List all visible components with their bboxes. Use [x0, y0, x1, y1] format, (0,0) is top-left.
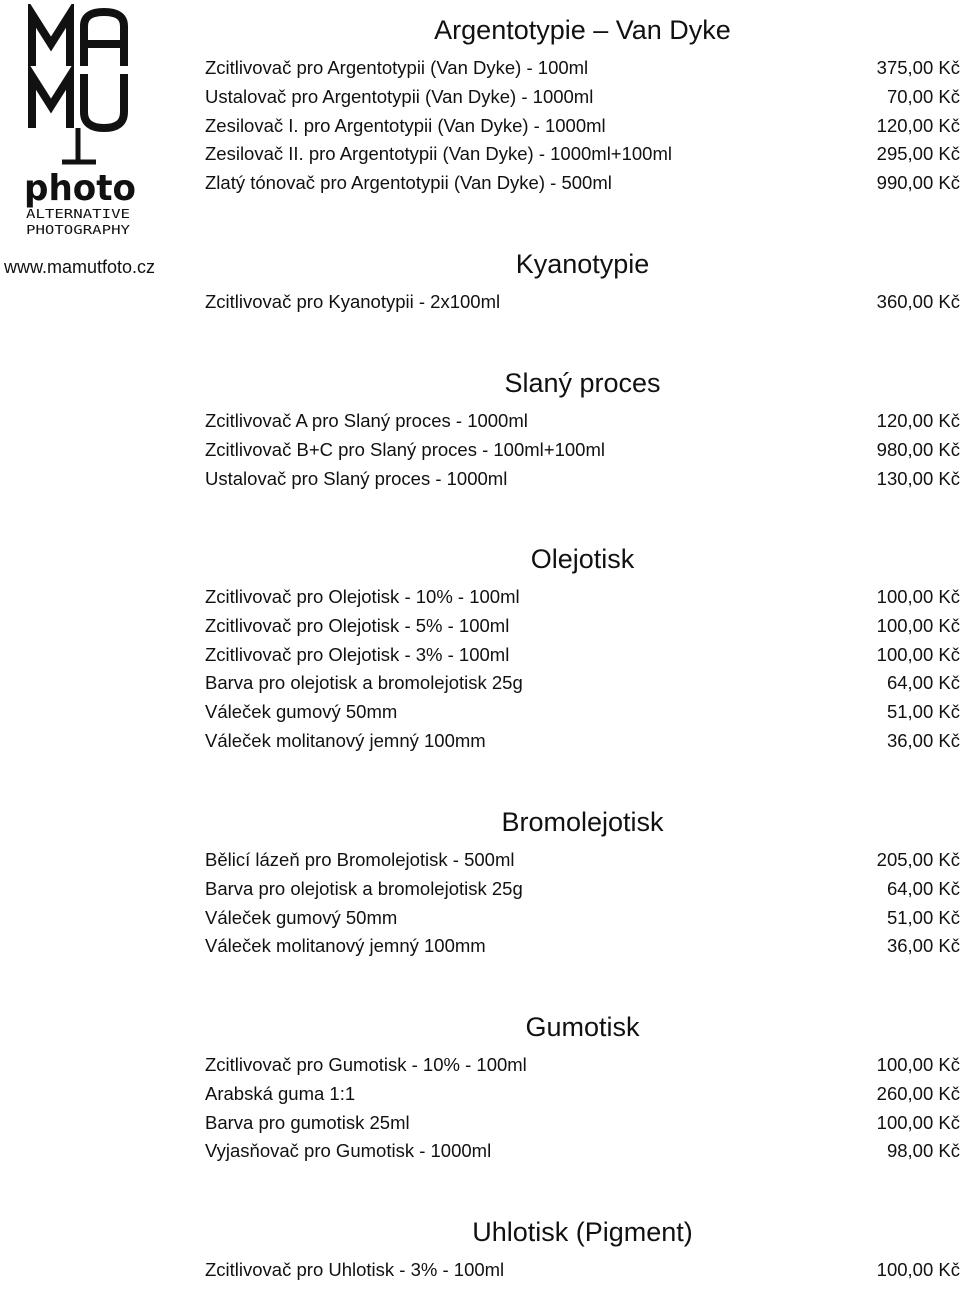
price-row	[205, 83, 960, 112]
item-name: Zcitlivovač pro Olejotisk - 10% - 100ml	[205, 586, 520, 607]
item-name: Zesilovač II. pro Argentotypii (Van Dyke) - 1000ml+100ml	[205, 143, 672, 165]
price-row	[205, 1080, 960, 1109]
logo-letter-m-bottom	[32, 76, 70, 128]
item-name: Zcitlivovač pro Uhlotisk - 3% - 100ml	[205, 1259, 505, 1280]
section-gumotisk	[205, 1011, 960, 1166]
price-row	[205, 583, 960, 612]
price-row	[205, 932, 960, 961]
item-price: 130,00 Kč	[876, 467, 960, 489]
price-row	[205, 436, 960, 465]
item-name: Zlatý tónovač pro Argentotypii (Van Dyke) - 500ml	[205, 172, 612, 194]
price-row	[205, 612, 960, 641]
item-price: 100,00 Kč	[876, 586, 960, 607]
section-title: Argentotypie – Van Dyke	[434, 15, 731, 45]
logo-letter-m-top	[32, 14, 70, 66]
logo-stem	[62, 128, 96, 162]
item-price: 100,00 Kč	[876, 643, 960, 665]
item-price: 70,00 Kč	[886, 85, 960, 107]
item-name: Zcitlivovač pro Argentotypii (Van Dyke) - 100ml	[205, 57, 589, 78]
section-title: Slaný proces	[504, 368, 661, 398]
item-price: 120,00 Kč	[876, 114, 960, 136]
logo-letter-u	[84, 74, 124, 128]
item-name: Vyjasňovač pro Gumotisk - 1000ml	[205, 1140, 492, 1162]
price-row	[205, 846, 960, 875]
price-row	[205, 112, 960, 141]
price-row	[205, 641, 960, 670]
section-uhlotisk	[205, 1216, 960, 1285]
item-price: 375,00 Kč	[876, 57, 960, 78]
item-name: Zesilovač I. pro Argentotypii (Van Dyke) - 1000ml	[205, 114, 606, 136]
price-row	[205, 407, 960, 436]
item-price: 36,00 Kč	[886, 729, 960, 751]
item-price: 100,00 Kč	[876, 614, 960, 636]
item-name: Bělicí lázeň pro Bromolejotisk - 500ml	[205, 849, 515, 870]
price-row	[205, 698, 960, 727]
section-title: Kyanotypie	[515, 249, 650, 279]
item-name: Váleček gumový 50mm	[205, 701, 398, 723]
item-name: Zcitlivovač B+C pro Slaný proces - 100ml+100ml	[205, 438, 605, 460]
price-row	[205, 875, 960, 904]
item-price: 98,00 Kč	[886, 1140, 960, 1162]
price-row	[205, 904, 960, 933]
item-price: 360,00 Kč	[876, 291, 960, 312]
item-name: Zcitlivovač A pro Slaný proces - 1000ml	[205, 410, 528, 431]
item-price: 51,00 Kč	[886, 906, 960, 928]
section-title: Uhlotisk (Pigment)	[472, 1217, 693, 1247]
price-row	[205, 1137, 960, 1166]
price-row	[205, 465, 960, 494]
price-row	[205, 288, 960, 317]
logo-letter-a	[84, 12, 124, 66]
section-title: Olejotisk	[530, 544, 635, 574]
item-name: Ustalovač pro Slaný proces - 1000ml	[205, 467, 508, 489]
item-name: Barva pro olejotisk a bromolejotisk 25g	[205, 672, 523, 694]
item-price: 64,00 Kč	[886, 877, 960, 899]
website-url[interactable]: www.mamutfoto.cz	[4, 257, 156, 277]
item-price: 64,00 Kč	[886, 672, 960, 694]
section-slany-proces	[205, 367, 960, 493]
item-price: 36,00 Kč	[886, 935, 960, 957]
item-price: 100,00 Kč	[876, 1259, 960, 1280]
item-price: 980,00 Kč	[876, 438, 960, 460]
item-name: Barva pro olejotisk a bromolejotisk 25g	[205, 877, 523, 899]
price-row	[205, 669, 960, 698]
section-argentotypie	[205, 14, 960, 198]
item-name: Zcitlivovač pro Gumotisk - 10% - 100ml	[205, 1054, 527, 1075]
section-title: Gumotisk	[525, 1012, 640, 1042]
price-row	[205, 54, 960, 83]
item-name: Arabská guma 1:1	[205, 1082, 356, 1104]
item-name: Zcitlivovač pro Olejotisk - 5% - 100ml	[205, 614, 510, 636]
section-kyanotypie	[205, 248, 960, 317]
price-row	[205, 1109, 960, 1138]
item-name: Váleček molitanový jemný 100mm	[205, 935, 486, 957]
item-name: Barva pro gumotisk 25ml	[205, 1111, 410, 1133]
logo-wordmark: photo	[24, 168, 136, 209]
price-row	[205, 1051, 960, 1080]
price-row	[205, 140, 960, 169]
price-row	[205, 1256, 960, 1285]
price-row	[205, 169, 960, 198]
item-name: Zcitlivovač pro Olejotisk - 3% - 100ml	[205, 643, 510, 665]
item-price: 205,00 Kč	[876, 849, 960, 870]
section-bromolejotisk	[205, 806, 960, 961]
item-price: 990,00 Kč	[876, 172, 960, 194]
item-price: 100,00 Kč	[876, 1111, 960, 1133]
item-name: Ustalovač pro Argentotypii (Van Dyke) - 1000ml	[205, 85, 594, 107]
item-price: 100,00 Kč	[876, 1054, 960, 1075]
item-price: 51,00 Kč	[886, 701, 960, 723]
logo-graphic	[22, 4, 140, 240]
logo-tagline-2: PHOTOGRAPHY	[26, 223, 131, 237]
section-olejotisk	[205, 543, 960, 756]
item-name: Váleček molitanový jemný 100mm	[205, 729, 486, 751]
item-name: Váleček gumový 50mm	[205, 906, 398, 928]
item-price: 120,00 Kč	[876, 410, 960, 431]
section-title: Bromolejotisk	[501, 807, 664, 837]
item-name: Zcitlivovač pro Kyanotypii - 2x100ml	[205, 291, 501, 312]
item-price: 260,00 Kč	[876, 1082, 960, 1104]
item-price: 295,00 Kč	[876, 143, 960, 165]
logo-tagline-1: ALTERNATIVE	[26, 207, 130, 221]
price-row	[205, 727, 960, 756]
mamu-photo-logo	[22, 4, 140, 240]
